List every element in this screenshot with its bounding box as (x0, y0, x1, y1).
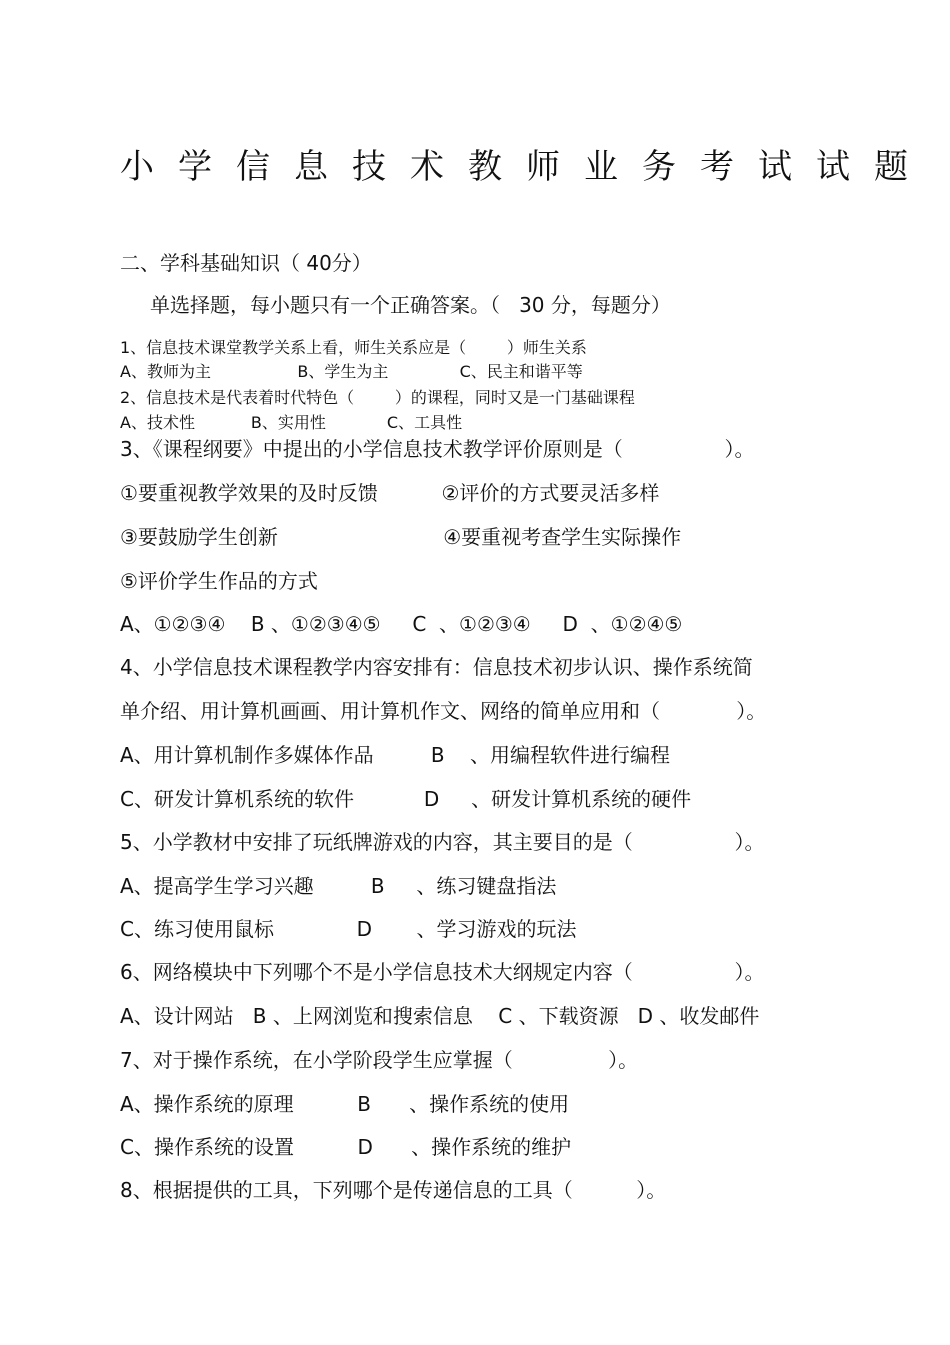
question-3-options: A、①②③④ B 、①②③④⑤ C 、①②③④ D 、①②④⑤ (120, 612, 683, 636)
question-4-continued: 单介绍、用计算机画画、用计算机作文、网络的简单应用和（ ）。 (120, 699, 767, 723)
question-3-item-1-2: ①要重视教学效果的及时反馈 ②评价的方式要灵活多样 (120, 481, 660, 505)
question-2: 2、信息技术是代表着时代特色（ ）的课程，同时又是一门基础课程 (120, 388, 635, 407)
question-4-options-cd: C、研发计算机系统的软件 D 、研发计算机系统的硬件 (120, 787, 692, 811)
question-7-options-cd: C、操作系统的设置 D 、操作系统的维护 (120, 1135, 572, 1159)
question-3-item-5: ⑤评价学生作品的方式 (120, 569, 318, 593)
question-4: 4、小学信息技术课程教学内容安排有：信息技术初步认识、操作系统简 (120, 655, 753, 679)
question-7-options-ab: A、操作系统的原理 B 、操作系统的使用 (120, 1092, 570, 1116)
question-5-options-ab: A、提高学生学习兴趣 B 、练习键盘指法 (120, 874, 557, 898)
section-heading: 二、学科基础知识（ 40分） (120, 251, 372, 275)
document-title: 小学信息技术教师业务考试试题 (120, 147, 932, 187)
section-intro: 单选择题，每小题只有一个正确答案。（ 30 分，每题分） (150, 293, 671, 317)
question-3-item-3-4: ③要鼓励学生创新 ④要重视考查学生实际操作 (120, 525, 682, 549)
question-1: 1、信息技术课堂教学关系上看，师生关系应是（ ）师生关系 (120, 338, 587, 357)
question-8: 8、根据提供的工具，下列哪个是传递信息的工具（ ）。 (120, 1178, 667, 1202)
question-6-options: A、设计网站 B 、上网浏览和搜索信息 C 、下载资源 D 、收发邮件 (120, 1004, 760, 1028)
question-6: 6、网络模块中下列哪个不是小学信息技术大纲规定内容（ ）。 (120, 960, 765, 984)
question-5-options-cd: C、练习使用鼠标 D 、学习游戏的玩法 (120, 917, 577, 941)
question-4-options-ab: A、用计算机制作多媒体作品 B 、用编程软件进行编程 (120, 743, 671, 767)
question-2-options: A、技术性 B、实用性 C、工具性 (120, 413, 463, 432)
question-5: 5、小学教材中安排了玩纸牌游戏的内容，其主要目的是（ ）。 (120, 830, 765, 854)
question-1-options: A、教师为主 B、学生为主 C、民主和谐平等 (120, 362, 583, 381)
question-3: 3、《课程纲要》中提出的小学信息技术教学评价原则是（ ）。 (120, 437, 755, 461)
question-7: 7、对于操作系统，在小学阶段学生应掌握（ ）。 (120, 1048, 639, 1072)
